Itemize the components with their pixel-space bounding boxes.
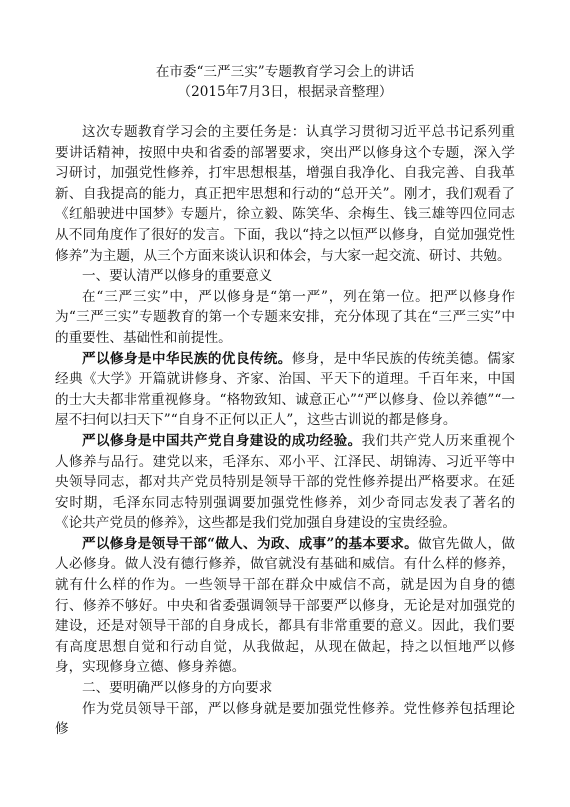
- section-heading-1: [55, 266, 515, 287]
- body-paragraph: [55, 287, 515, 349]
- document-title: 在市委“三严三实”专题教育学习会上的讲话: [155, 64, 415, 80]
- paragraph-text: 这次专题教育学习会的主要任务是：认真学习贯彻习近平总书记系列重要讲话精神，按照中央和省委的部署要求，突出严以修身这个专题，深入学习研讨，加强党性修养，打牢思想根基，增强自我净化、自我完善、自我革新、自我提高的能力，真正把牢思想和行动的“总开关”。刚才，我们观看了《红船驶进中国梦》专题片，徐立毅、陈笑华、余梅生、钱三雄等四位同志从不同角度作了很好的发言。下面，我以“持之以恒严以修身，自觉加强党性修养”为主题，从三个方面来谈认识和体会，与大家一起交流、研讨、共勉。: [55, 124, 515, 264]
- heading-text: 一、要认清严以修身的重要意义: [82, 268, 273, 285]
- section-heading-2: [55, 678, 515, 699]
- paragraph-text: 作为党员领导干部，严以修身就是要加强党性修养。党性修养包括理论修: [55, 700, 515, 738]
- body-paragraph: [55, 349, 515, 431]
- body-paragraph: [55, 699, 515, 740]
- body-paragraph: [55, 534, 515, 678]
- document-subtitle: （2015年7月3日，根据录音整理）: [177, 84, 393, 100]
- paragraph-text: 在“三严三实”中，严以修身是“第一严”，列在第一位。把严以修身作为“三严三实”专题教育的第一个专题来安排，充分体现了其在“三严三实”中的重要性、基础性和前提性。: [55, 288, 515, 346]
- body-paragraph: [55, 431, 515, 534]
- paragraph-text: 我们共产党人历来重视个人修养与品行。建党以来，毛泽东、邓小平、江泽民、胡锦涛、习近平等中央领导同志，都对共产党员特别是领导干部的党性修养提出严格要求。在延安时期，毛泽东同志特别强调要加强党性修养，刘少奇同志发表了著名的《论共产党员的修养》，这些都是我们党加强自身建设的宝贵经验。: [55, 432, 516, 532]
- intro-paragraph: [55, 122, 515, 266]
- paragraph-lead: 严以修身是中华民族的优良传统。: [82, 350, 292, 367]
- paragraph-lead: 严以修身是领导干部“做人、为政、成事”的基本要求。: [82, 535, 418, 552]
- paragraph-text: 修身，是中华民族的传统美德。儒家经典《大学》开篇就讲修身、齐家、治国、平天下的道理。千百年来，中国的士大夫都非常重视修身。“格物致知、诚意正心”“严以修身、俭以养德”“一屋不扫何以扫天下”“自身不正何以正人”，这些古训说的都是修身。: [55, 350, 515, 429]
- paragraph-text: 做官先做人，做人必修身。做人没有德行修养，做官就没有基础和威信。有什么样的修养，就有什么样的作为。一些领导干部在群众中威信不高，就是因为自身的德行、修养不够好。中央和省委强调领导干部要严以修身，无论是对加强党的建设，还是对领导干部的自身成长，都具有非常重要的意义。因此，我们要有高度思想自觉和行动自觉，从我做起，从现在做起，持之以恒地严以修身，实现修身立德、修身养德。: [55, 535, 516, 676]
- heading-text: 二、要明确严以修身的方向要求: [82, 680, 273, 697]
- paragraph-lead: 严以修身是中国共产党自身建设的成功经验。: [82, 432, 362, 449]
